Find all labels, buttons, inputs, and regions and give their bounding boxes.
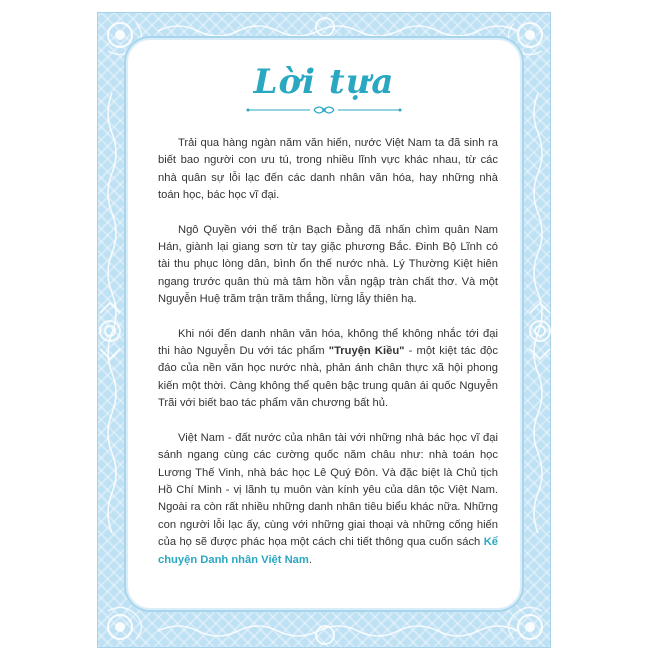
paragraph-3-intro: Khi nói đến danh nhân văn hóa, không thể không nhắc tới đại thi hào Nguyễn Du với tác phẩm (158, 327, 498, 358)
paragraph-3-rest: - một kiệt tác độc đáo của nền văn học nước nhà, phản ánh chân thực xã hội phong kiến một thời. Càng không thể quên bậc trung quân ái quốc Nguyễn Trãi với biết bao tác phẩm văn chương bất hủ. (158, 345, 498, 410)
body-text (158, 135, 498, 586)
book-title: Kể chuyện Danh nhân Việt Nam (158, 536, 498, 566)
paragraph-4-end: . (308, 553, 312, 566)
paragraph-4 (158, 430, 498, 569)
paragraph-3 (158, 326, 498, 413)
content-panel (128, 40, 520, 608)
title-ornament-icon (244, 104, 404, 116)
paragraph-1: Trải qua hàng ngàn năm văn hiến, nước Việt Nam ta đã sinh ra biết bao người con ưu tú, trong nhiều lĩnh vực khác nhau, từ các nhà quân sự lỗi lạc đến các danh nhân văn hóa, hay những nhà toán học, bác học vĩ đại. (158, 137, 498, 202)
truyen-kieu-title: "Truyện Kiều" (328, 345, 405, 358)
paragraph-2: Ngô Quyền với thế trận Bạch Đằng đã nhấn chìm quân Nam Hán, giành lại giang sơn từ tay giặc phương Bắc. Đinh Bộ Lĩnh có tài thu phục lòng dân, bình ổn thế nước nhà. Lý Thường Kiệt hiên ngang trước quân thù mà tâm hồn vẫn ngập tràn chất thơ. Và một Nguyễn Huệ trăm trận trăm thắng, lừng lẫy thiên hạ. (158, 223, 498, 306)
page-title: Lời tựa (253, 62, 395, 102)
paragraph-4-intro: Việt Nam - đất nước của nhân tài với những nhà bác học vĩ đại sánh ngang cùng các cường quốc năm châu như: nhà toán học Lương Thế Vinh, nhà bác học Lê Quý Đôn. Và đặc biệt là Chủ tịch Hồ Chí Minh - vị lãnh tụ muôn vàn kính yêu của dân tộc Việt Nam. Ngoài ra còn rất nhiều những danh nhân tiêu biểu khác nữa. Những con người lỗi lạc ấy, cùng với những giai thoại và những cống hiến của họ sẽ được phác họa một cách chi tiết thông qua cuốn sách (158, 431, 498, 549)
